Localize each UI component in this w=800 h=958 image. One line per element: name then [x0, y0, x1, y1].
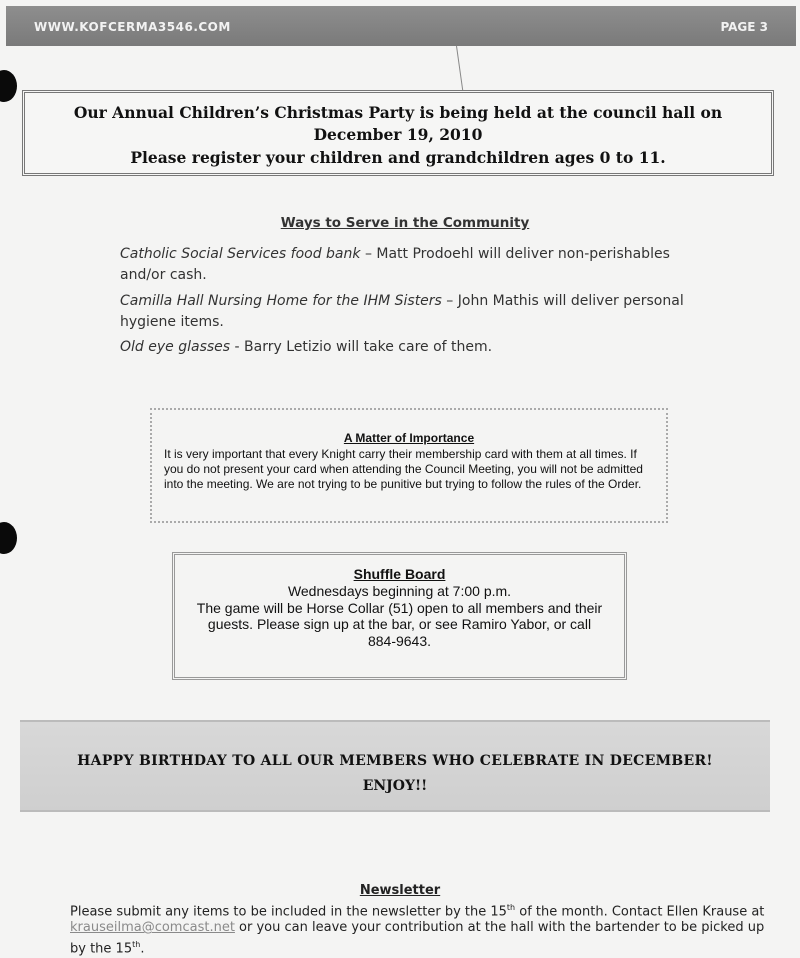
party-date: December 19, 2010	[313, 125, 483, 144]
serve-item-name: Old eye glasses	[120, 339, 231, 355]
ordinal-suffix: th	[132, 939, 141, 949]
serve-item-name: Camilla Hall Nursing Home for the IHM Sisters	[120, 293, 442, 309]
party-registration: Please register your children and grandchildren ages 0 to 11.	[130, 148, 666, 167]
birthday-enjoy: ENJOY!!	[362, 778, 428, 794]
serve-item	[120, 291, 684, 333]
serve-item-detail: – John Mathis will deliver personal	[441, 293, 684, 309]
newsletter-text: or you can leave your contribution at the hall with the bartender to be picked up by the 15	[70, 920, 765, 957]
christmas-party-notice	[22, 90, 774, 176]
newsletter-section	[70, 883, 770, 958]
birthday-message: HAPPY BIRTHDAY TO ALL OUR MEMBERS WHO CELEBRATE IN DECEMBER!	[77, 753, 713, 769]
newsletter-title: Newsletter	[359, 883, 441, 898]
birthday-banner	[20, 720, 770, 812]
page-number: PAGE 3	[720, 20, 768, 34]
shuffle-body	[185, 583, 614, 649]
shuffle-title: Shuffle Board	[353, 566, 446, 582]
serve-item-name: Catholic Social Services food bank	[120, 246, 361, 262]
punch-hole-top	[0, 70, 17, 102]
serve-item-detail: – Matt Prodoehl will deliver non-perishables	[360, 246, 670, 262]
party-line-1: Our Annual Children’s Christmas Party is being held at the council hall on	[73, 103, 723, 122]
serve-item-detail: - Barry Letizio will take care of them.	[230, 339, 493, 355]
serve-item	[120, 337, 492, 358]
newsletter-text: Please submit any items to be included in the newsletter by the 15	[70, 903, 507, 919]
contact-email-link[interactable]: krauseilma@comcast.net	[70, 920, 235, 936]
website-url[interactable]: WWW.KOFCERMA3546.COM	[34, 20, 231, 34]
serve-item-detail-cont: and/or cash.	[120, 267, 207, 283]
importance-notice	[150, 408, 668, 523]
serve-item	[120, 244, 670, 286]
section-title: Ways to Serve in the Community	[280, 215, 530, 231]
shuffle-phone: 884-9643.	[367, 632, 432, 649]
shuffle-schedule: Wednesdays beginning at 7:00 p.m.	[287, 583, 512, 599]
newsletter-text: .	[140, 941, 145, 957]
ways-to-serve-section	[120, 215, 710, 355]
ordinal-suffix: th	[506, 902, 516, 912]
page-header	[6, 6, 796, 46]
newsletter-text: of the month. Contact Ellen Krause at	[515, 903, 765, 919]
serve-item-detail-cont: hygiene items.	[120, 314, 224, 330]
shuffle-board-notice	[172, 552, 627, 680]
shuffle-details: The game will be Horse Collar (51) open to all members and their guests. Please sign up at the bar, or see Ramiro Yabor, or call	[196, 599, 603, 632]
importance-body: It is very important that every Knight carry their membership card with them at all times. If you do not present your card when attending the Council Meeting, you will not be admitted into the meeting. We are not trying to be punitive but trying to follow the rules of the Order.	[164, 447, 643, 491]
newsletter-body	[70, 900, 770, 958]
punch-hole-bottom	[0, 522, 17, 554]
importance-title: A Matter of Importance	[343, 431, 475, 445]
